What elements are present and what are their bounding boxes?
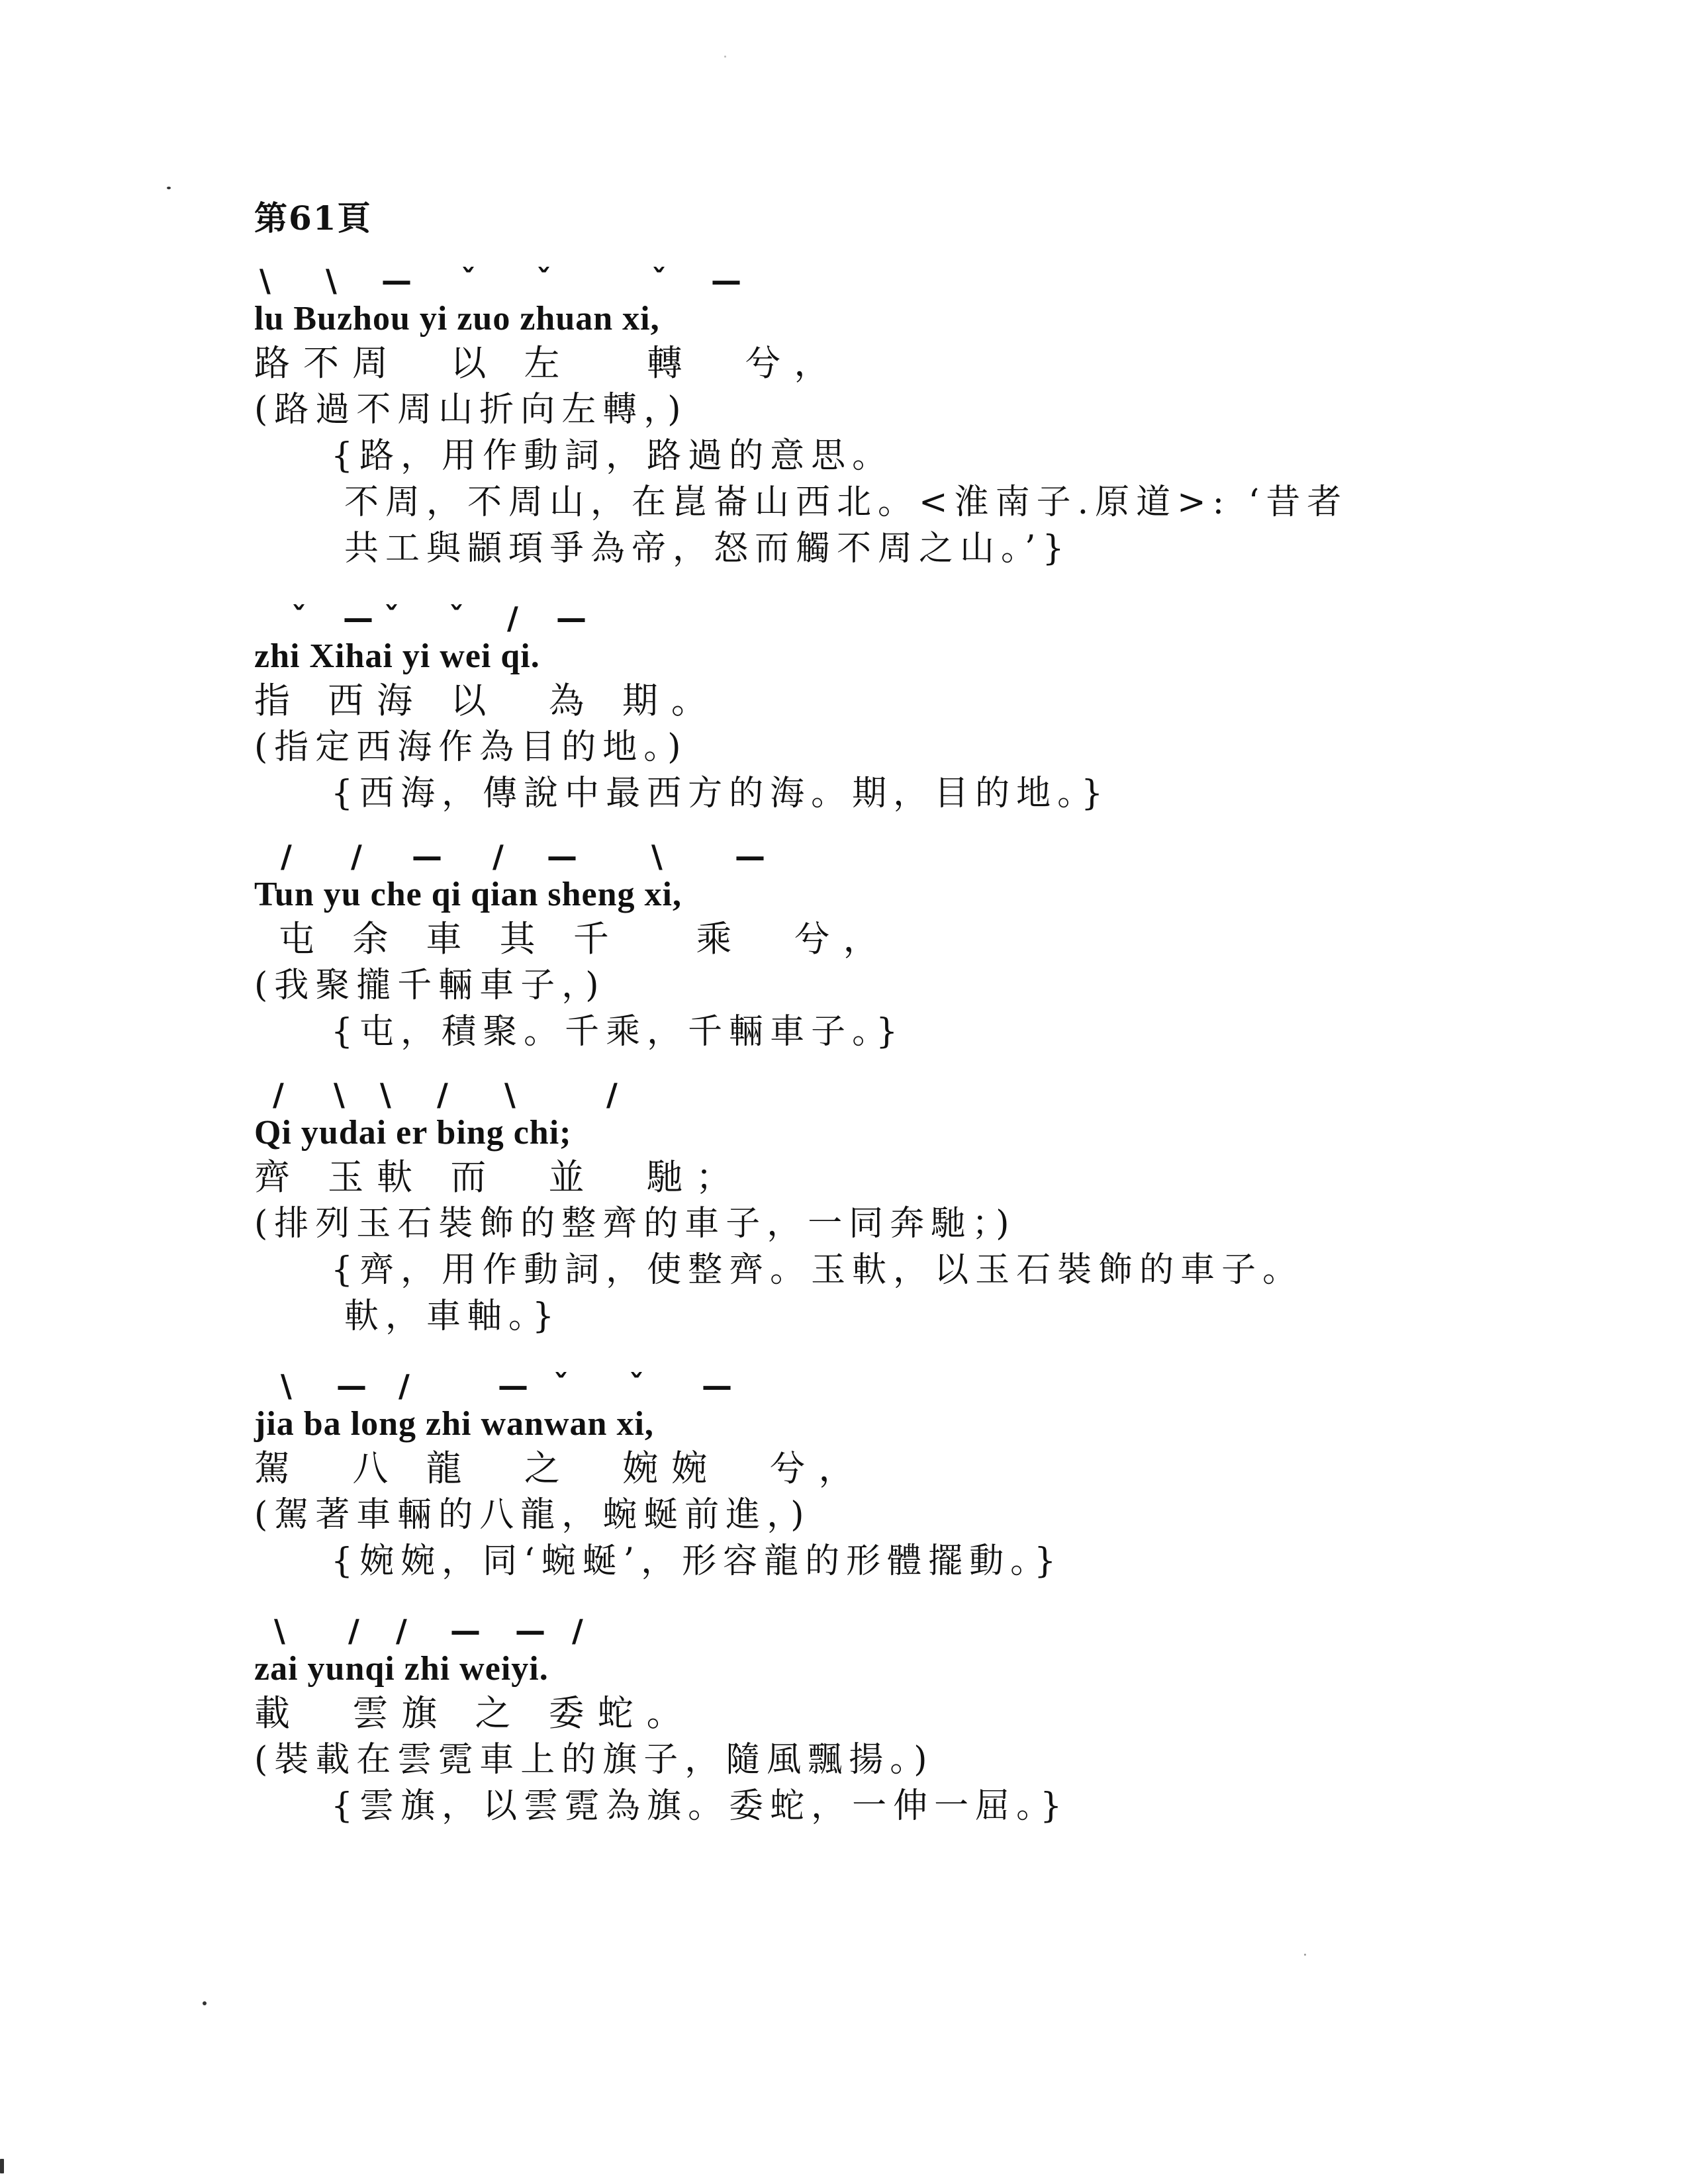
tone-mark: —	[556, 600, 586, 636]
tone-mark: —	[547, 839, 577, 874]
tone-mark: —	[735, 839, 765, 874]
tone-mark: —	[498, 1368, 528, 1404]
pinyin-line: jia ba long zhi wanwan xi,	[254, 1405, 654, 1443]
translation-line: (指定西海作為目的地。)	[254, 727, 688, 767]
page-header: 第61頁	[254, 199, 372, 238]
tone-mark: \	[380, 1077, 391, 1113]
pinyin-line: Tun yu che qi qian sheng xi,	[254, 876, 682, 913]
pinyin-line: Qi yudai er bing chi;	[254, 1114, 572, 1152]
tone-mark: \	[334, 1077, 345, 1113]
tone-mark: ˇ	[651, 263, 667, 298]
hanzi-line: 屯 余 車 其 千 乘 兮，	[254, 918, 892, 960]
pinyin-line: zai yunqi zhi weiyi.	[254, 1650, 549, 1688]
hanzi-line: 齊 玉軑 而 並 馳；	[254, 1156, 745, 1198]
hanzi-line: 指 西海 以 為 期。	[254, 680, 720, 721]
tone-mark: \	[259, 263, 271, 298]
translation-line: (排列玉石裝飾的整齊的車子，一同奔馳；)	[254, 1204, 1016, 1244]
tone-mark: /	[399, 1368, 410, 1404]
stanza	[254, 600, 1110, 817]
hanzi-line: 載 雲旗 之 委蛇。	[254, 1692, 696, 1734]
note-line: 不周，不周山，在崑崙山西北。<淮南子.原道>: ‘昔者	[344, 482, 1348, 522]
tone-marks	[254, 1077, 1446, 1113]
tone-mark: ˇ	[629, 1368, 644, 1404]
tone-mark: ˇ	[553, 1368, 569, 1404]
scan-speck	[167, 187, 171, 189]
tone-mark: /	[507, 600, 518, 636]
scan-speck	[1304, 1954, 1306, 1956]
tone-mark: \	[274, 1613, 285, 1649]
stanza	[254, 1613, 1069, 1829]
tone-mark: —	[702, 1368, 732, 1404]
stanza	[254, 1077, 1304, 1340]
scan-speck	[724, 56, 726, 58]
tone-mark: ˇ	[536, 263, 551, 298]
tone-mark: —	[450, 1613, 481, 1649]
note-line: {路，用作動詞，路過的意思。	[331, 436, 894, 476]
tone-mark: —	[515, 1613, 545, 1649]
note-line: {齊，用作動詞，使整齊。玉軑，以玉石裝飾的車子。	[331, 1250, 1304, 1290]
note-line: 共工與顓頊爭為帝，怒而觸不周之山。’}	[344, 529, 1071, 569]
pinyin-line: zhi Xihai yi wei qi.	[254, 637, 540, 675]
tone-mark: /	[572, 1613, 583, 1649]
hanzi-line: 路不周 以 左 轉 兮，	[254, 342, 843, 384]
stanza	[254, 839, 905, 1055]
tone-mark: /	[351, 839, 362, 874]
tone-mark: \	[326, 263, 337, 298]
scan-speck	[0, 2159, 4, 2173]
translation-line: (裝載在雲霓車上的旗子，隨風飄揚。)	[254, 1740, 934, 1780]
note-line: {西海，傳說中最西方的海。期，目的地。}	[331, 774, 1110, 813]
tone-mark: /	[281, 839, 292, 874]
tone-mark: /	[396, 1613, 407, 1649]
scan-speck	[203, 2001, 207, 2005]
translation-line: (駕著車輛的八龍，蜿蜒前進，)	[254, 1495, 811, 1535]
note-line: {屯，積聚。千乘，千輛車子。}	[331, 1012, 905, 1052]
translation-line: (路過不周山折向左轉，)	[254, 390, 688, 430]
tone-mark: ˇ	[291, 600, 306, 636]
tone-marks	[254, 839, 1446, 874]
translation-line: (我聚攏千輛車子，)	[254, 966, 606, 1005]
tone-mark: \	[281, 1368, 292, 1404]
tone-marks	[254, 600, 1446, 636]
tone-marks	[254, 1368, 1446, 1404]
tone-mark: —	[343, 600, 373, 636]
pinyin-line: lu Buzhou yi zuo zhuan xi,	[254, 300, 660, 338]
tone-mark: —	[412, 839, 442, 874]
tone-mark: /	[437, 1077, 448, 1113]
tone-mark: /	[492, 839, 504, 874]
hanzi-line: 駕 八 龍 之 婉婉 兮，	[254, 1447, 868, 1489]
tone-mark: ˇ	[384, 600, 399, 636]
tone-mark: /	[606, 1077, 618, 1113]
stanza	[254, 263, 1348, 572]
note-line: 軑，車軸。}	[344, 1297, 561, 1336]
note-line: {婉婉，同‘蜿蜒’，形容龍的形體擺動。}	[331, 1541, 1063, 1581]
tone-mark: —	[336, 1368, 367, 1404]
tone-mark: /	[273, 1077, 284, 1113]
tone-mark: ˇ	[461, 263, 476, 298]
tone-mark: /	[348, 1613, 359, 1649]
tone-marks	[254, 1613, 1446, 1649]
tone-marks	[254, 263, 1446, 298]
tone-mark: \	[651, 839, 663, 874]
tone-mark: —	[381, 263, 412, 298]
note-line: {雲旗，以雲霓為旗。委蛇，一伸一屈。}	[331, 1786, 1069, 1826]
stanza	[254, 1368, 1063, 1584]
tone-mark: ˇ	[449, 600, 464, 636]
tone-mark: \	[504, 1077, 516, 1113]
tone-mark: —	[711, 263, 741, 298]
